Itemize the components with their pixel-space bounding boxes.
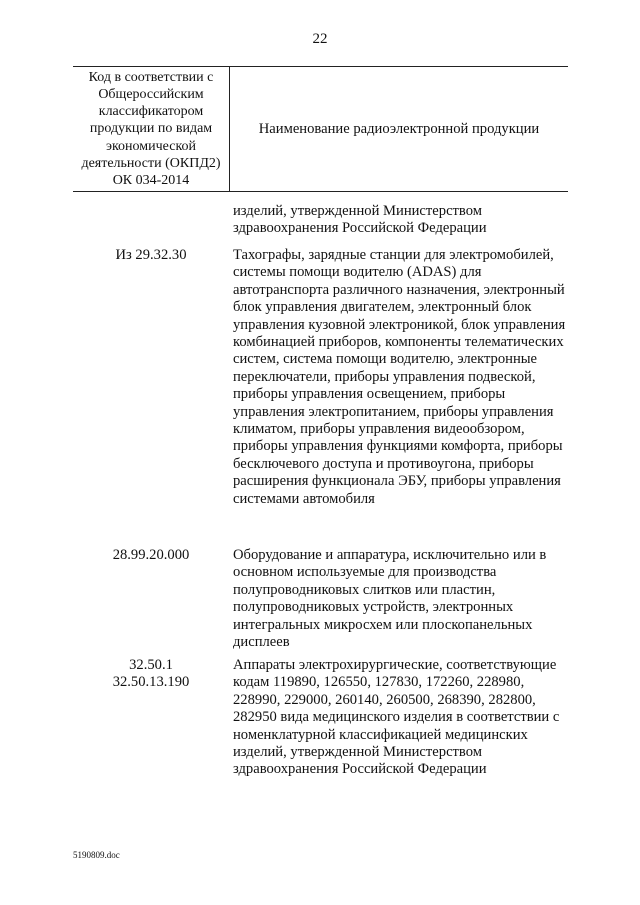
row-code: 28.99.20.000 <box>112 547 190 563</box>
page-number: 22 <box>312 31 328 47</box>
row-description: изделий, утвержденной Министерством здравоохранения Российской Федерации <box>233 203 487 237</box>
row-description: Оборудование и аппаратура, исключительно или в основном используемые для производства полупроводниковых слитков или пластин, полупроводниковых устройств, электронных интегральных микросхем или плоскопанельных дисплеев <box>233 547 547 651</box>
header-code-column <box>73 67 230 191</box>
row-code: Из 29.32.30 <box>115 247 187 263</box>
row-description: Тахографы, зарядные станции для электромобилей, системы помощи водителю (ADAS) для автотранспорта различного назначения, электронный блок управления двигателем, электронный блок управления кузовной электроникой, блок управления комбинацией приборов, компоненты телематических систем, система помощи водителю, электронные переключатели, приборы управления подвеской, приборы управления освещением, приборы управления электропитанием, приборы управления климатом, приборы управления видеообзором, приборы управления функциями комфорта, приборы бесключевого доступа и противоугона, приборы расширения функционала ЭБУ, приборы управления системами автомобиля <box>233 247 566 507</box>
document-filename: 5190809.doc <box>73 850 120 860</box>
table-header <box>73 66 568 192</box>
header-name-column <box>230 67 568 191</box>
header-name-label: Наименование радиоэлектронной продукции <box>258 120 540 137</box>
row-description: Аппараты электрохирургические, соответствующие кодам 119890, 126550, 127830, 172260, 228980, 228990, 229000, 260140, 260500, 268390, 282800, 282950 вида медицинского изделия в соответствии с номенклатурной классификацией медицинских изделий, утвержденной Министерством здравоохранения Российской Федерации <box>233 657 560 778</box>
header-code-label: Код в соответствии с Общероссийским классификатором продукции по видам экономической деятельности (ОКПД2) ОК 034-2014 <box>81 69 221 188</box>
row-code: 32.50.1 32.50.13.190 <box>112 657 190 691</box>
